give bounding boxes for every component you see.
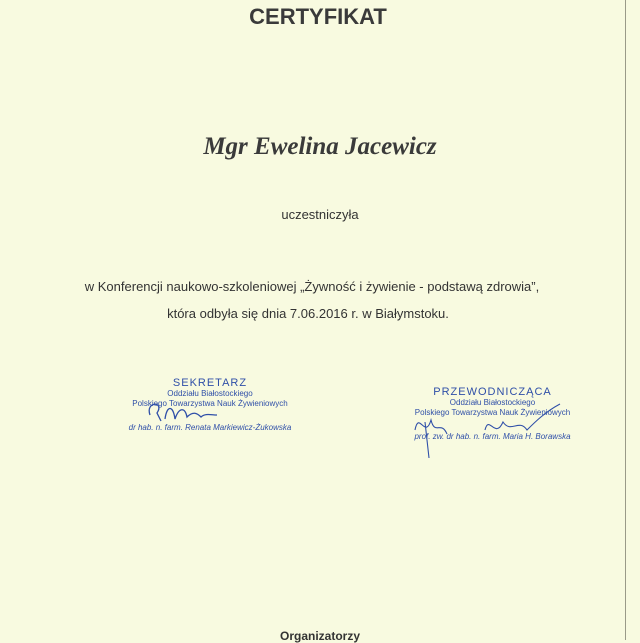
signature-role: SEKRETARZ <box>172 377 248 389</box>
signatory-name: prof. zw. dr hab. n. farm. Maria H. Borawska <box>414 432 571 441</box>
certificate-title: CERTYFIKAT <box>249 4 387 29</box>
signature-role: PRZEWODNICZĄCA <box>433 386 552 398</box>
conference-line: w Konferencji naukowo-szkoleniowej „Żywność i żywienie - podstawą zdrowia”, <box>84 279 540 294</box>
signature-org: Polskiego Towarzystwa Nauk Żywieniowych <box>132 399 288 408</box>
handwritten-signature <box>105 391 315 431</box>
signature-org: Oddziału Białostockiego <box>167 389 253 398</box>
signature-org: Oddziału Białostockiego <box>449 398 536 407</box>
signature-org: Polskiego Towarzystwa Nauk Żywieniowych <box>414 408 571 417</box>
recipient-name: Mgr Ewelina Jacewicz <box>203 133 437 160</box>
signatory-name: dr hab. n. farm. Renata Markiewicz-Żukowska <box>128 423 292 432</box>
handwritten-signature <box>385 400 600 460</box>
signature-block-secretary <box>105 377 315 432</box>
date-place-line: która odbyła się dnia 7.06.2016 r. w Białymstoku. <box>167 306 449 321</box>
organizers-heading: Organizatorzy <box>279 629 360 643</box>
signature-block-chair <box>385 386 600 441</box>
participation-text: uczestniczyła <box>281 207 359 222</box>
